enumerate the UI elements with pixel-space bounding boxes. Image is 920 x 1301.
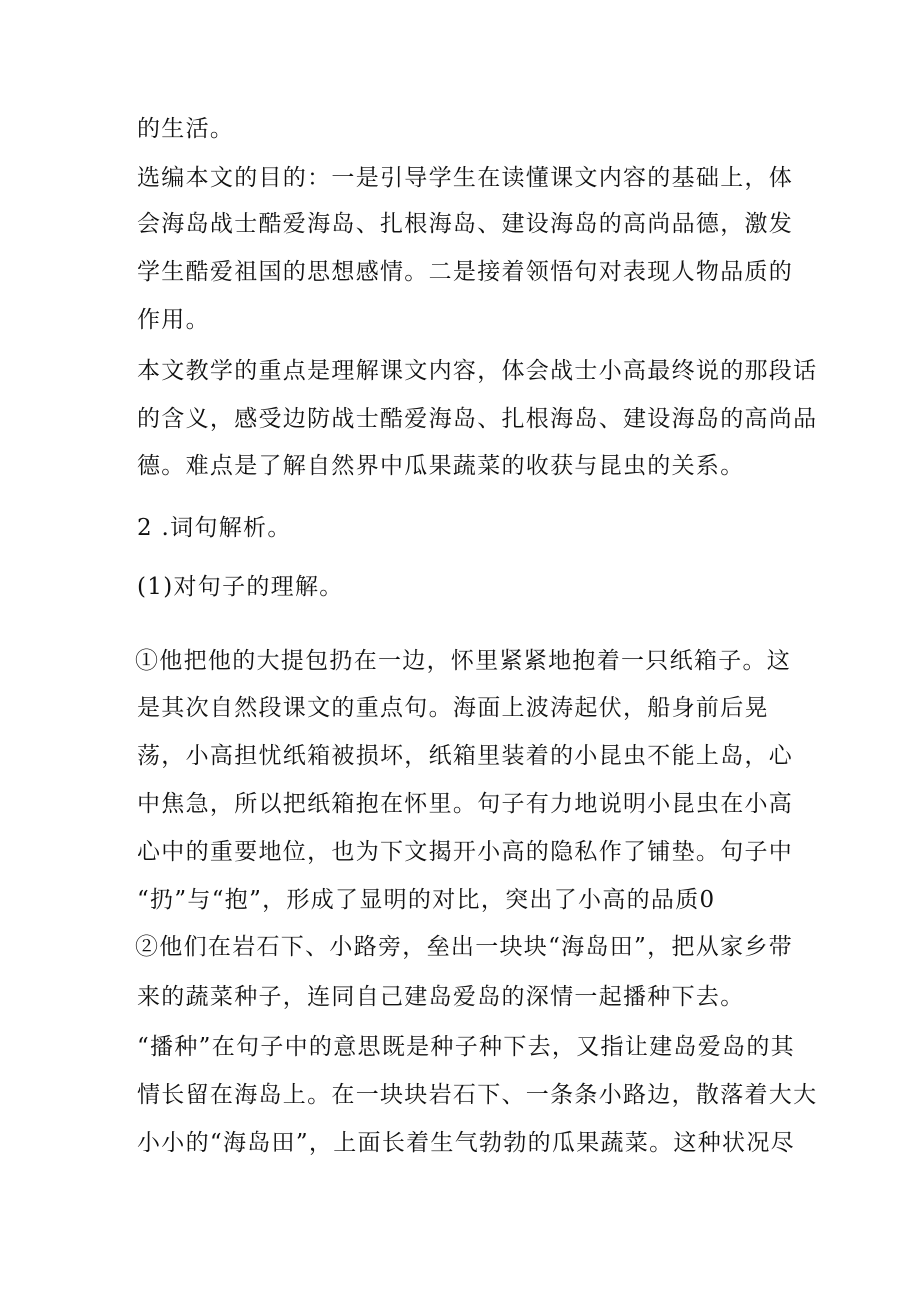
text-line: “扔”与“抱”，形成了显明的对比，突出了小高的品质0: [137, 887, 716, 913]
section-heading: 2 .词句解析。: [137, 515, 292, 541]
subsection-heading: (1)对句子的理解。: [137, 574, 344, 600]
text-line: 会海岛战士酷爱海岛、扎根海岛、建设海岛的高尚品德，激发: [137, 211, 794, 237]
text-line: 荡，小高担忧纸箱被损坏，纸箱里装着的小昆虫不能上岛，心: [137, 743, 794, 769]
text-line: 小小的“海岛田”，上面长着生气勃勃的瓜果蔬菜。这种状况尽: [137, 1130, 795, 1156]
text-line: “播种”在句子中的意思既是种子种下去，又指让建岛爱岛的其: [137, 1034, 795, 1060]
text-line: 学生酷爱祖国的思想感情。二是接着领悟句对表现人物品质的: [137, 259, 794, 285]
text-line: 情长留在海岛上。在一块块岩石下、一条条小路边，散落着大大: [137, 1082, 818, 1108]
text-line: 的含义，感受边防战士酷爱海岛、扎根海岛、建设海岛的高尚品: [137, 406, 818, 432]
text-line: ②他们在岩石下、小路旁，垒出一块块“海岛田”，把从家乡带: [135, 934, 793, 960]
text-line: 作用。: [137, 307, 210, 333]
text-line: 中焦急，所以把纸箱抱在怀里。句子有力地说明小昆虫在小高: [137, 791, 794, 817]
text-line: 本文教学的重点是理解课文内容，体会战士小高最终说的那段话: [137, 358, 818, 384]
text-line: 的生活。: [137, 116, 235, 142]
text-line: 是其次自然段课文的重点句。海面上波涛起伏，船身前后晃: [137, 695, 769, 721]
text-line: 德。难点是了解自然界中瓜果蔬菜的收获与昆虫的关系。: [137, 453, 745, 479]
text-line: 选编本文的目的：一是引导学生在读懂课文内容的基础上，体: [137, 165, 794, 191]
text-line: 心中的重要地位，也为下文揭开小高的隐私作了铺垫。句子中: [137, 839, 794, 865]
text-line: 来的蔬菜种子，连同自己建岛爱岛的深情一起播种下去。: [137, 984, 745, 1010]
text-line: ①他把他的大提包扔在一边，怀里紧紧地抱着一只纸箱子。这: [135, 648, 792, 674]
